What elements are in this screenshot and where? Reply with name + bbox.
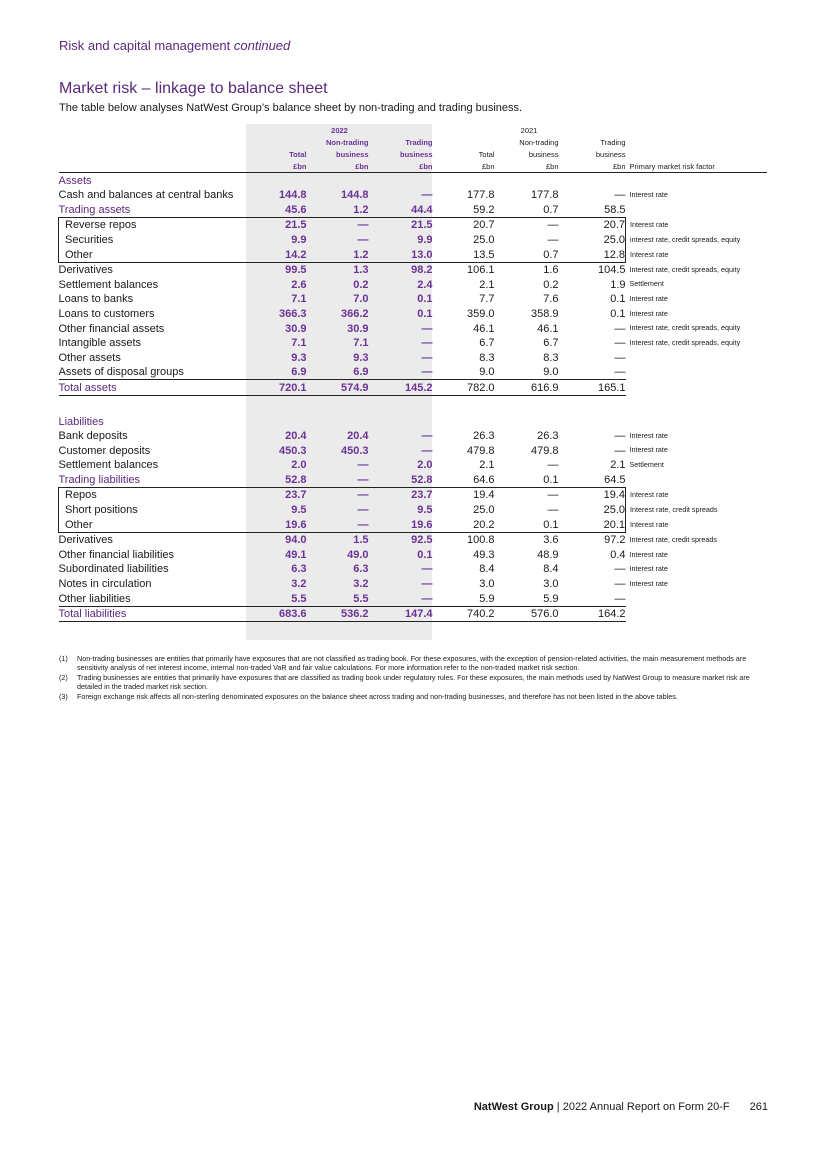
table-row [59, 547, 767, 562]
row-value: 2.0 [417, 459, 433, 472]
row-value: 48.9 [537, 548, 559, 561]
hdr-total-2021: Total [478, 150, 495, 159]
hdr-total-2022: Total [289, 150, 307, 159]
row-risk-factor: Interest rate [630, 219, 669, 229]
table-row [59, 277, 767, 292]
balance-sheet-table [58, 124, 767, 622]
row-label: Intangible assets [58, 337, 142, 350]
row-value: — [357, 504, 369, 517]
row-risk-factor: Interest rate, credit spreads [630, 504, 718, 514]
row-value: — [614, 430, 626, 443]
row-value: 0.1 [417, 293, 433, 306]
row-value: 0.1 [417, 307, 433, 320]
row-value: — [307, 517, 369, 532]
row-value: 52.8 [411, 473, 433, 486]
year-2022: 2022 [331, 126, 348, 135]
table-row [59, 306, 767, 321]
row-value: 19.4 [559, 487, 626, 502]
row-label: Settlement balances [58, 278, 159, 291]
row-risk-factor: Interest rate, credit spreads [629, 534, 717, 544]
row-value: 177.8 [530, 189, 559, 202]
row-label: Other liabilities [58, 592, 131, 605]
table-row [59, 217, 767, 232]
row-value: 536.2 [307, 606, 369, 622]
table-row [59, 517, 767, 532]
hdr-unit: £bn [247, 160, 307, 173]
row-value: 9.5 [291, 504, 307, 517]
footnote-text: Non-trading businesses are entities that primarily have exposures that are not classified as trading book. For these exposures, with the exception of pension-related activities, the main measurement methods are sensitivity analysis of net interest income, internal non-traded VaR and fair value calculations. For more information refer to the non-traded market risk section. [77, 654, 747, 673]
row-value: — [357, 459, 369, 472]
row-value: 98.2 [411, 264, 433, 277]
table-row [59, 472, 767, 487]
row-label: Notes in circulation [58, 578, 152, 591]
row-risk-factor [626, 472, 767, 487]
row-value: 0.2 [353, 278, 369, 291]
table-row [59, 188, 767, 203]
row-value: 144.8 [278, 189, 307, 202]
hdr-unit: £bn [369, 160, 433, 173]
row-value: 21.5 [369, 217, 433, 232]
row-value: — [547, 504, 559, 517]
row-value: 0.1 [495, 517, 559, 532]
row-risk-factor: Settlement [629, 459, 664, 469]
row-value: — [307, 487, 369, 502]
table-row [59, 262, 767, 277]
row-value: 9.3 [353, 351, 369, 364]
table-row [59, 502, 767, 517]
table-row [59, 591, 767, 606]
row-value: 450.3 [278, 444, 307, 457]
row-value: 14.2 [247, 247, 307, 262]
row-value: 64.6 [473, 473, 495, 486]
table-row [59, 576, 767, 591]
total-row [59, 606, 767, 622]
row-value: 3.0 [479, 578, 495, 591]
row-value: 13.0 [369, 247, 433, 262]
row-value: 0.1 [543, 473, 559, 486]
row-value: 5.5 [353, 592, 369, 605]
row-value: 6.7 [479, 337, 495, 350]
row-value: 2.0 [291, 459, 307, 472]
row-value: 23.7 [247, 487, 307, 502]
row-risk-factor: Interest rate [630, 249, 669, 259]
row-value: 479.8 [466, 444, 495, 457]
row-value: 19.4 [433, 487, 495, 502]
table-row [59, 350, 767, 365]
row-value: 52.8 [285, 473, 307, 486]
table-row [59, 202, 767, 217]
row-value: — [421, 322, 433, 335]
hdr-trading-2021: Trading [600, 138, 626, 147]
table-row [59, 247, 767, 262]
row-value: — [421, 189, 433, 202]
row-label: Total assets [59, 380, 247, 396]
row-value: 19.6 [247, 517, 307, 532]
table-row [59, 321, 767, 336]
row-value: — [421, 563, 433, 576]
row-value: 104.5 [597, 264, 626, 277]
row-value: 366.3 [278, 307, 307, 320]
row-value: — [547, 233, 559, 246]
row-value: 0.7 [543, 203, 559, 216]
row-value: 2.1 [479, 278, 495, 291]
table-row [59, 232, 767, 247]
row-value: 20.4 [347, 430, 369, 443]
footnote-number: (1) [59, 654, 68, 663]
row-label: Trading assets [58, 203, 131, 216]
row-risk-factor: Interest rate [629, 308, 668, 318]
row-label: Assets of disposal groups [58, 366, 184, 379]
footnote-number: (3) [59, 691, 68, 701]
row-label: Short positions [59, 502, 247, 517]
year-2021: 2021 [520, 126, 538, 135]
row-value: — [421, 578, 433, 591]
row-label: Other financial assets [58, 322, 165, 335]
hdr-market-risk-factor: Primary market risk factor [626, 160, 767, 173]
row-value: 366.2 [340, 307, 369, 320]
row-label: Loans to customers [58, 307, 155, 320]
row-risk-factor [626, 350, 767, 365]
row-value: — [614, 189, 626, 202]
row-value: 21.5 [247, 217, 307, 232]
row-risk-factor: Interest rate [629, 564, 668, 574]
row-value: 9.3 [291, 351, 307, 364]
row-value: — [421, 592, 433, 605]
row-risk-factor: Interest rate, credit spreads, equity [629, 323, 741, 333]
row-value: — [614, 563, 626, 576]
hdr-unit: £bn [433, 160, 495, 173]
total-row [59, 380, 767, 396]
page-subtitle: The table below analyses NatWest Group’s balance sheet by non-trading and trading business. [59, 102, 523, 114]
row-label: Trading liabilities [58, 473, 141, 486]
row-value: 9.9 [291, 233, 307, 246]
row-value: 1.9 [610, 278, 626, 291]
section-suffix: continued [233, 38, 291, 53]
row-value: 23.7 [369, 487, 433, 502]
row-value: 7.1 [291, 293, 307, 306]
row-value: 616.9 [495, 380, 559, 396]
row-value: 49.0 [347, 548, 369, 561]
hdr-business-2021b: business [595, 150, 626, 159]
row-value: — [421, 366, 433, 379]
row-value: — [614, 592, 626, 605]
row-value: 13.5 [433, 247, 495, 262]
table-row [59, 487, 767, 502]
row-risk-factor: Interest rate [629, 294, 668, 304]
row-value: 20.7 [559, 217, 626, 232]
row-value: 145.2 [369, 380, 433, 396]
table-row [59, 292, 767, 307]
row-value: 144.8 [340, 189, 369, 202]
page-number: 261 [749, 1101, 768, 1113]
page-title: Market risk – linkage to balance sheet [59, 80, 328, 97]
row-value: 1.3 [353, 264, 369, 277]
row-label: Other assets [58, 351, 121, 364]
row-value: 0.2 [543, 278, 559, 291]
table-row [59, 443, 767, 458]
row-value: 19.6 [369, 517, 433, 532]
header-row-1 [59, 136, 767, 148]
row-value: 0.1 [610, 307, 626, 320]
row-value: 0.7 [495, 247, 559, 262]
table-row [59, 458, 767, 473]
row-value: — [307, 217, 369, 232]
row-risk-factor: Settlement [629, 279, 664, 289]
row-value: 20.4 [285, 430, 307, 443]
row-value: 479.8 [530, 444, 559, 457]
row-value: 97.2 [604, 534, 626, 547]
row-value: 6.9 [353, 366, 369, 379]
row-value: — [495, 487, 559, 502]
footnote-number: (2) [59, 672, 68, 682]
row-value: 3.0 [543, 578, 559, 591]
row-value: 7.6 [543, 293, 559, 306]
hdr-trading-2022: Trading [405, 138, 433, 147]
row-value: 5.9 [543, 592, 559, 605]
row-label: Settlement balances [58, 459, 159, 472]
row-value: 8.3 [479, 351, 495, 364]
row-value: — [614, 322, 626, 335]
row-risk-factor: Interest rate [629, 445, 668, 455]
row-value: 574.9 [307, 380, 369, 396]
row-value: 0.4 [610, 548, 626, 561]
row-value: 7.1 [291, 337, 307, 350]
row-value: — [547, 459, 559, 472]
row-value: 46.1 [537, 322, 559, 335]
row-risk-factor: Interest rate, credit spreads, equity [629, 337, 741, 347]
row-value: 8.3 [543, 351, 559, 364]
row-value: 2.6 [291, 278, 307, 291]
row-value: 59.2 [473, 203, 495, 216]
row-value: — [614, 444, 626, 457]
hdr-unit: £bn [307, 160, 369, 173]
row-value: 1.6 [543, 264, 559, 277]
row-value: 358.9 [530, 307, 559, 320]
footer-report: 2022 Annual Report on Form 20-F [562, 1101, 730, 1113]
row-value: — [421, 444, 433, 457]
hdr-business-2022: business [335, 150, 369, 159]
row-label: Other financial liabilities [58, 548, 175, 561]
row-value: 12.8 [559, 247, 626, 262]
row-value: — [357, 233, 369, 246]
row-value: — [614, 366, 626, 379]
assets-heading [59, 173, 767, 188]
table-row [59, 365, 767, 380]
row-value: — [614, 578, 626, 591]
header-row-units [59, 160, 767, 173]
row-label: Reverse repos [59, 217, 247, 232]
row-value: 2.4 [417, 278, 433, 291]
row-value: 720.1 [247, 380, 307, 396]
table-row [59, 429, 767, 444]
row-value: 782.0 [433, 380, 495, 396]
row-label: Derivatives [58, 264, 113, 277]
row-risk-factor [626, 365, 767, 380]
row-value: 7.1 [353, 337, 369, 350]
footnote [59, 654, 765, 673]
row-value: 9.0 [543, 366, 559, 379]
row-label: Customer deposits [58, 444, 151, 457]
row-value: 20.7 [433, 217, 495, 232]
row-risk-factor: Interest rate [630, 519, 669, 529]
row-value: 2.1 [479, 459, 495, 472]
row-label: Other [59, 517, 247, 532]
row-value: 25.0 [473, 504, 495, 517]
spacer-row [59, 395, 767, 414]
row-value: 20.2 [433, 517, 495, 532]
row-value: 99.5 [285, 264, 307, 277]
header-row-2 [59, 148, 767, 160]
page-footer: NatWest Group | 2022 Annual Report on Form 20-F 261 [473, 1101, 768, 1113]
row-value: 25.0 [559, 502, 626, 517]
row-value: 1.5 [353, 534, 369, 547]
row-value: 7.0 [353, 293, 369, 306]
row-value: 8.4 [543, 563, 559, 576]
footer-brand: NatWest Group [473, 1101, 554, 1113]
hdr-unit: £bn [495, 160, 559, 173]
row-value: 30.9 [347, 322, 369, 335]
row-value: 25.0 [473, 233, 495, 246]
row-risk-factor: Interest rate, credit spreads, equity [629, 264, 741, 274]
row-risk-factor [626, 606, 767, 622]
table-row [59, 532, 767, 547]
row-value: 49.1 [285, 548, 307, 561]
row-value: 6.3 [291, 563, 307, 576]
row-value: 1.2 [353, 203, 369, 216]
row-value: 8.4 [479, 563, 495, 576]
hdr-nontrading-2021: Non-trading [519, 138, 559, 147]
row-risk-factor: Interest rate [629, 578, 668, 588]
row-value: 49.3 [473, 548, 495, 561]
liabilities-heading [59, 414, 767, 429]
row-value: 58.5 [604, 203, 626, 216]
row-value: 3.2 [291, 578, 307, 591]
row-value: — [614, 351, 626, 364]
row-value: 100.8 [466, 534, 495, 547]
row-value: 7.7 [479, 293, 495, 306]
hdr-business-2021: business [528, 150, 559, 159]
assets-heading-label: Assets [58, 174, 92, 187]
row-label: Bank deposits [58, 430, 128, 443]
row-value: 45.6 [285, 203, 307, 216]
hdr-business-2022b: business [399, 150, 433, 159]
row-value: 20.1 [559, 517, 626, 532]
row-value: 9.5 [417, 504, 433, 517]
row-value: 2.1 [610, 459, 626, 472]
row-value: 165.1 [559, 380, 626, 396]
section-title: Risk and capital management [59, 38, 231, 53]
row-value: 177.8 [466, 189, 495, 202]
row-value: 147.4 [369, 606, 433, 622]
hdr-nontrading-2022: Non-trading [326, 138, 369, 147]
row-value: 94.0 [285, 534, 307, 547]
row-value: 164.2 [559, 606, 626, 622]
row-value: 64.5 [604, 473, 626, 486]
row-risk-factor: interest rate, credit spreads, equity [630, 234, 741, 244]
footnote-text: Trading businesses are entities that primarily have exposures that are classified as trading book under regulatory rules. For these exposures, the main methods used by NatWest Group to measure market risk are detailed in the traded market risk section. [77, 672, 750, 692]
row-value: 3.2 [353, 578, 369, 591]
row-value: 0.1 [417, 548, 433, 561]
row-value: — [495, 217, 559, 232]
footnote [59, 692, 765, 701]
row-risk-factor: Interest rate [629, 189, 668, 199]
row-value: 30.9 [285, 322, 307, 335]
footnotes [59, 654, 765, 701]
row-value: — [421, 337, 433, 350]
footnote [59, 673, 765, 692]
row-label: Loans to banks [58, 293, 134, 306]
row-risk-factor [626, 202, 767, 217]
hdr-unit: £bn [559, 160, 626, 173]
row-value: 576.0 [495, 606, 559, 622]
row-value: 26.3 [473, 430, 495, 443]
row-risk-factor [626, 380, 767, 396]
row-label: Securities [59, 232, 247, 247]
row-value: 6.7 [543, 337, 559, 350]
row-value: 44.4 [411, 203, 433, 216]
row-label: Derivatives [58, 534, 113, 547]
row-risk-factor: Interest rate [629, 430, 668, 440]
row-label: Repos [59, 487, 247, 502]
row-value: — [421, 430, 433, 443]
row-value: 450.3 [340, 444, 369, 457]
row-value: — [421, 351, 433, 364]
section-header [59, 38, 290, 53]
row-value: 5.9 [479, 592, 495, 605]
row-value: 740.2 [433, 606, 495, 622]
row-value: — [357, 473, 369, 486]
row-value: — [614, 337, 626, 350]
table-row [59, 336, 767, 351]
row-value: 46.1 [473, 322, 495, 335]
row-value: 26.3 [537, 430, 559, 443]
row-value: 92.5 [411, 534, 433, 547]
row-value: 25.0 [559, 232, 626, 247]
row-risk-factor [626, 591, 767, 606]
row-value: 9.9 [417, 233, 433, 246]
table-row [59, 562, 767, 577]
row-value: 6.9 [291, 366, 307, 379]
liabilities-heading-label: Liabilities [58, 415, 104, 428]
row-value: 9.0 [479, 366, 495, 379]
row-risk-factor: Interest rate [629, 549, 668, 559]
row-value: 1.2 [307, 247, 369, 262]
row-value: 359.0 [466, 307, 495, 320]
row-label: Total liabilities [59, 606, 247, 622]
row-value: 683.6 [247, 606, 307, 622]
header-row-years [59, 124, 767, 136]
row-value: 0.1 [610, 293, 626, 306]
footnote-text: Foreign exchange risk affects all non-sterling denominated exposures on the balance sheet across trading and non-trading businesses, and therefore has not been listed in the above tables. [77, 691, 678, 701]
row-label: Subordinated liabilities [58, 563, 169, 576]
row-value: 3.6 [543, 534, 559, 547]
row-value: 106.1 [466, 264, 495, 277]
row-risk-factor: Interest rate [630, 489, 669, 499]
row-value: 5.5 [291, 592, 307, 605]
row-label: Other [59, 247, 247, 262]
row-label: Cash and balances at central banks [58, 189, 234, 202]
row-value: 6.3 [353, 563, 369, 576]
